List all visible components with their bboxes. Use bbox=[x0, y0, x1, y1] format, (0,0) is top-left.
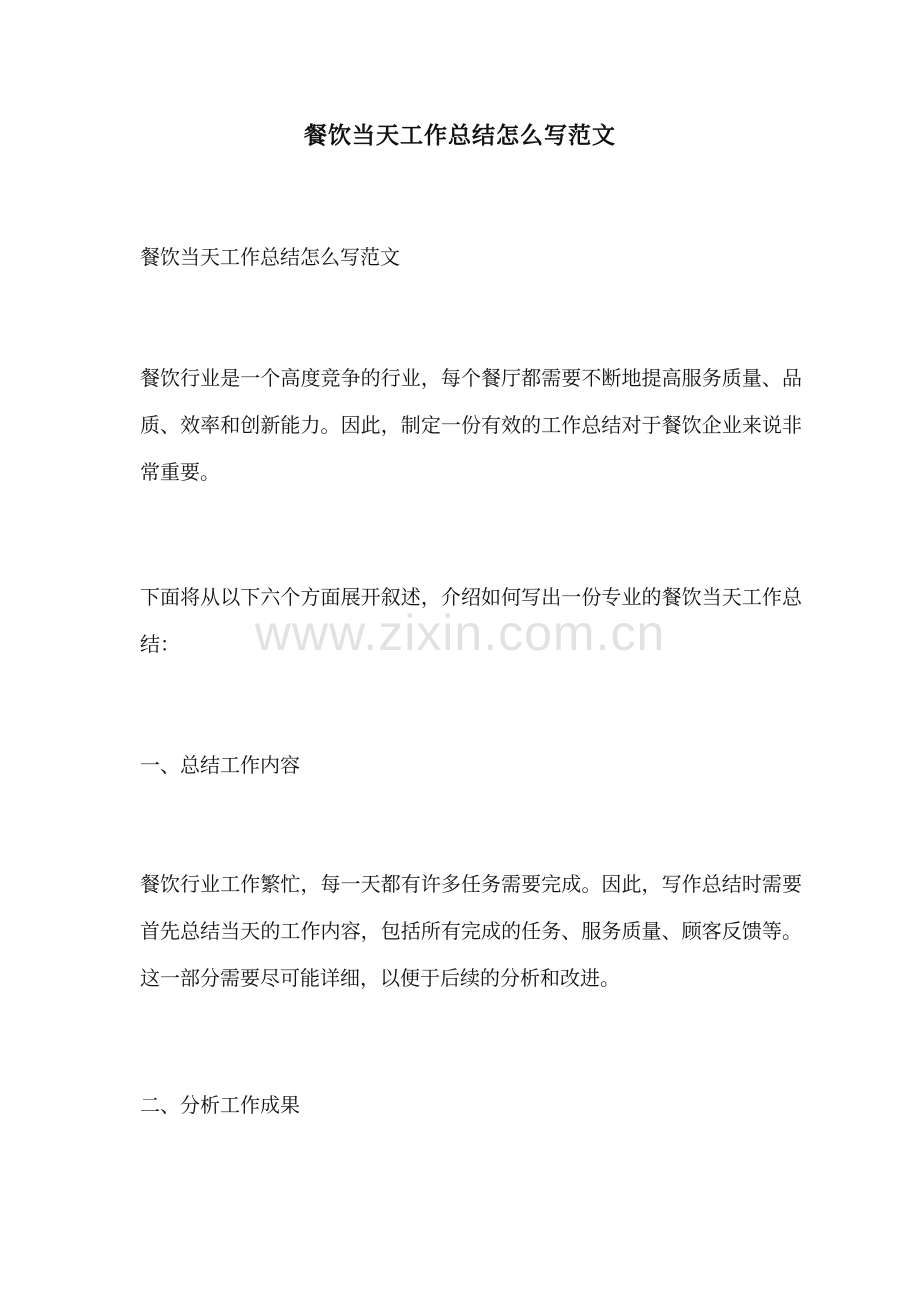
section-1-body: 餐饮行业工作繁忙，每一天都有许多任务需要完成。因此，写作总结时需要首先总结当天的工作内容，包括所有完成的任务、服务质量、顾客反馈等。这一部分需要尽可能详细，以便于后续的分析和改进。 bbox=[140, 872, 802, 990]
watermark: www.zixin.com.cn bbox=[254, 605, 666, 661]
overview-paragraph: 下面将从以下六个方面展开叙述，介绍如何写出一份专业的餐饮当天工作总结： bbox=[140, 585, 802, 656]
document-title: 餐饮当天工作总结怎么写范文 bbox=[304, 122, 616, 149]
section-1-heading: 一、总结工作内容 bbox=[140, 753, 300, 777]
intro-paragraph: 餐饮行业是一个高度竞争的行业，每个餐厅都需要不断地提高服务质量、品质、效率和创新能力。因此，制定一份有效的工作总结对于餐饮企业来说非常重要。 bbox=[140, 366, 802, 484]
document-subtitle: 餐饮当天工作总结怎么写范文 bbox=[140, 245, 400, 269]
section-2-heading: 二、分析工作成果 bbox=[140, 1093, 300, 1117]
